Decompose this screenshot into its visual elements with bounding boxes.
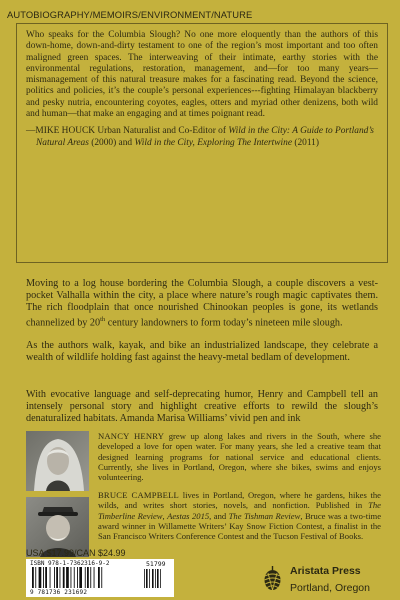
price-label: USA $17.99/CAN $24.99 (26, 548, 126, 558)
publisher-name: Aristata Press (290, 565, 361, 577)
bruce-campbell-bio (98, 490, 381, 541)
p1-text-a: Moving to a log house bordering the Columbia Slough, a couple discovers a vest-pocket Valhalla within the city, a place where nature’s rough magic captivates them. The rich floodplain that once nourished Chinookan peoples is gone, its wetlands channelized by 20 (26, 278, 378, 329)
isbn-label: ISBN 978-1-7362316-9-2 (30, 560, 110, 567)
category-label: AUTOBIOGRAPHY/MEMOIRS/ENVIRONMENT/NATURE (7, 9, 253, 20)
barcode-box (26, 559, 174, 597)
blurb-attribution (26, 126, 378, 149)
price-code: 51799 (146, 560, 166, 568)
attribution-year-1: (2000) and (88, 137, 135, 148)
campbell-publication-1: The Timberline Review (98, 500, 381, 521)
p1-text-b: century landowners to form today’s nineteen mile slough. (105, 317, 343, 329)
attribution-book-2: Wild in the City, Exploring The Intertwine (134, 137, 292, 148)
pinecone-icon (259, 565, 286, 592)
nancy-henry-text: grew up along lakes and rivers in the South, where she developed a love for open water. For many years, she led a creative team that designed learning programs for national service and educational clients. Currently, she lives in Portland, Oregon, where she bikes, swims and enjoys volunteering. (98, 431, 381, 483)
attribution-book-1: Wild in the City: A Guide to Portland’s Natural Areas (36, 126, 374, 148)
description-paragraph-1 (26, 278, 378, 329)
p1-superscript: th (100, 315, 106, 323)
campbell-publication-2: Aestas 2015 (167, 510, 210, 521)
campbell-text-a: lives in Portland, Oregon, where he gardens, hikes the wilds, and writes short stories, novels, and nonfiction. Published in (98, 490, 381, 511)
nancy-henry-photo (26, 431, 89, 491)
campbell-publication-3: The Tishman Review (228, 510, 301, 521)
campbell-separator: , (162, 510, 168, 521)
description-paragraph-3: With evocative language and self-deprecating humor, Henry and Campbell tell an intensely personal story and highlight creative efforts to rewild the slough’s denaturalized habitats. Amanda Marisa Williams’ vivid pen and ink (26, 389, 378, 424)
bruce-campbell-name: BRUCE CAMPBELL (98, 490, 179, 500)
campbell-text-b: , and (209, 510, 229, 521)
attribution-year-2: (2011) (291, 137, 319, 148)
campbell-text-c: , Bruce was a two-time award winner in Willamette Writers’ Kay Snow Fiction Contest, a finalist in the San Francisco Writers Conference Contest and the Tucson Festival of Books. (98, 510, 382, 542)
description-paragraph-2: As the authors walk, kayak, and bike an industrialized landscape, they celebrate a wealth of wildlife holding fast against the heavy-metal bedlam of development. (26, 340, 378, 363)
nancy-henry-bio (98, 431, 381, 482)
blurb-text: Who speaks for the Columbia Slough? No one more eloquently than the authors of this down-home, down-and-dirty testament to one of the region’s most important and too often maligned green spaces. The interweaving of their intimate, earthy stories with the environmental regulations, restoration, management, and—for too many years—mismanagement of this natural treasure makes for a fascinating read. Beyond the science, politics and policies, it’s the couple’s personal experiences---fighting Himalayan blackberry and pesky nutria, encountering coyotes, eagles, otters and myriad other denizens, both wild and human—that make an engaging and at times poignant read. (26, 30, 378, 120)
isbn-number: 9 781736 231692 (30, 589, 88, 596)
nancy-henry-name: NANCY HENRY (98, 431, 165, 441)
publisher-city: Portland, Oregon (290, 582, 370, 594)
attribution-prefix: —MIKE HOUCK Urban Naturalist and Co-Editor of (26, 126, 229, 137)
blurb-box (16, 23, 388, 263)
